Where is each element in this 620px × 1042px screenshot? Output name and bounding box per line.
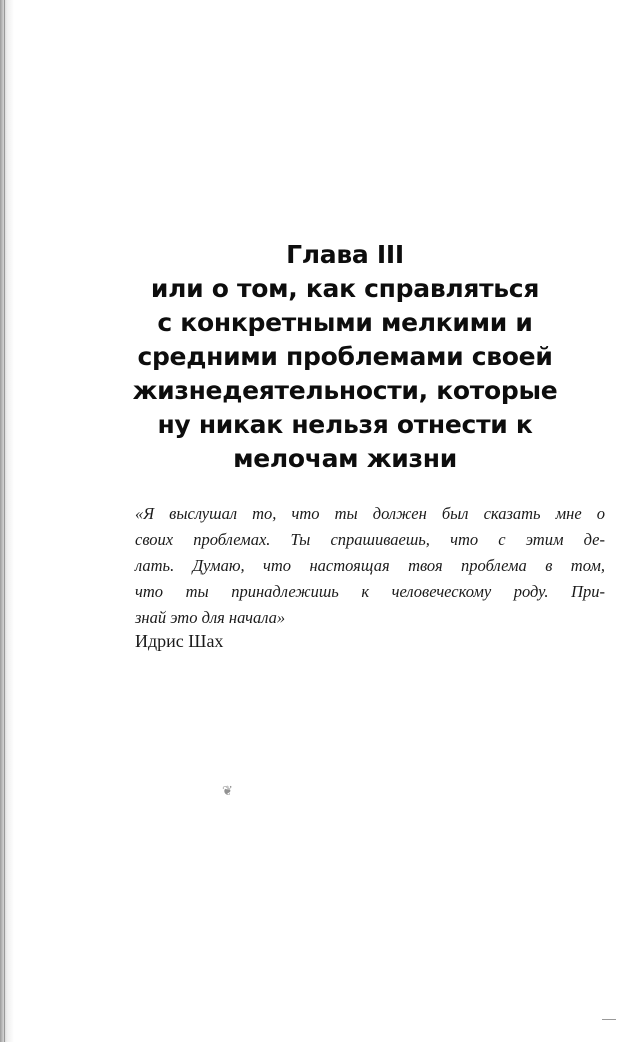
chapter-subtitle-line-1: или о том, как справляться [150, 274, 540, 303]
epigraph-author: Идрис Шах [135, 631, 224, 651]
chapter-subtitle-line-4: жизнедеятельности, которые [132, 376, 558, 405]
epigraph-quote [135, 501, 605, 631]
chapter-subtitle-line-5: ну никак нельзя отнести к [157, 410, 533, 439]
chapter-subtitle-line-3: средними проблемами своей [137, 342, 553, 371]
printer-ornament-icon: ❦ [222, 784, 233, 799]
epigraph-line: лать. Думаю, что настоящая твоя проблема в том, [135, 556, 605, 575]
chapter-heading [110, 238, 580, 476]
page-binding-edge [0, 0, 14, 1042]
page-binding-line [4, 0, 5, 1042]
chapter-subtitle-line-2: с конкретными мелкими и [157, 308, 533, 337]
epigraph-line: что ты принадлежишь к человеческому роду. При- [135, 582, 605, 601]
chapter-subtitle-line-6: мелочам жизни [233, 444, 457, 473]
epigraph-line: «Я выслушал то, что ты должен был сказать мне о [135, 504, 605, 523]
chapter-title: Глава III [286, 240, 404, 269]
epigraph-line: знай это для начала» [135, 608, 286, 627]
epigraph-line: своих проблемах. Ты спрашиваешь, что с этим де- [135, 530, 605, 549]
corner-mark [602, 1019, 616, 1020]
